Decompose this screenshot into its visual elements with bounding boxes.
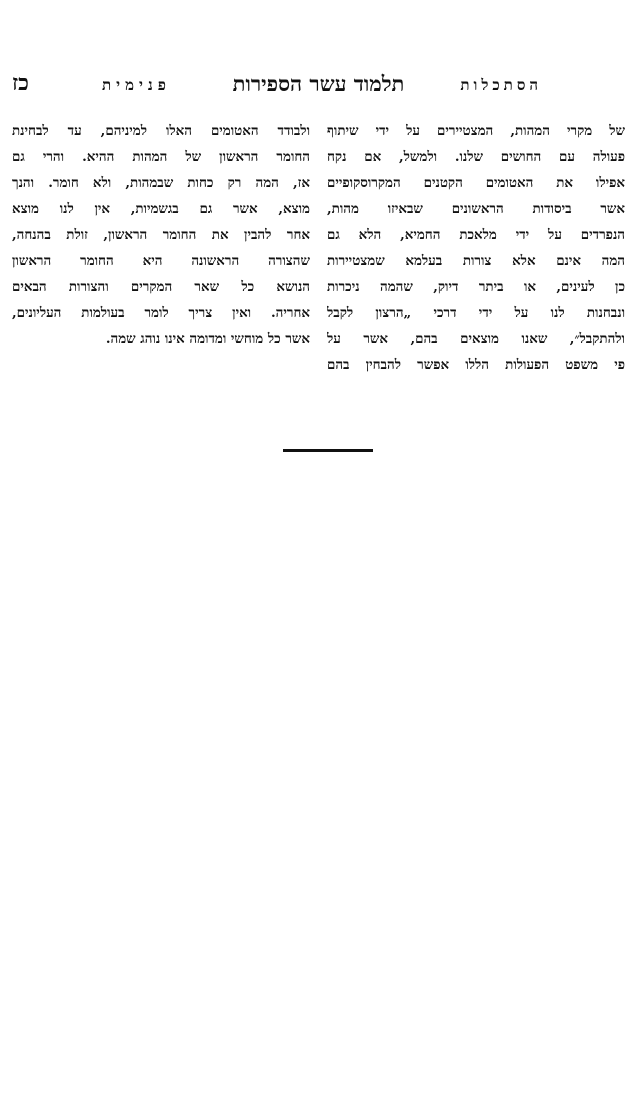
- text-line: אז, המה רק כחות שבמהות, ולא חומר. והנך: [12, 175, 310, 191]
- header-book-title: תלמוד עשר הספירות: [232, 71, 405, 96]
- text-line: פעולה עם החושים שלנו. ולמשל, אם נקח: [327, 149, 625, 165]
- text-columns: [12, 118, 625, 378]
- text-line: המה אינם אלא צורות בעלמא שמצטיירות: [327, 253, 625, 269]
- text-line: כן לעינים, או ביתר דיוק, שהמה ניכרות: [327, 279, 625, 295]
- text-line: מוצא, אשר גם בגשמיות, אין לנו מוצא: [12, 201, 310, 217]
- header-part-word: פנימית: [102, 76, 171, 94]
- text-line: אחריה. ואין צריך לומר בעולמות העליונים,: [12, 305, 310, 321]
- text-line: אשר כל מוחשי ומדומה אינו נוהג שמה.: [105, 331, 310, 347]
- text-line: ולבודד האטומים האלו למיניהם, עד לבחינת: [12, 123, 310, 139]
- text-line: הנושא כל שאר המקרים והצורות הבאים: [12, 279, 310, 295]
- text-line: שהצורה הראשונה היא החומר הראשון: [12, 253, 310, 269]
- text-line: אחר להבין את החומר הראשון, זולת בהנחה,: [12, 227, 310, 243]
- text-line: פי משפט הפעולות הללו אפשר להבחין בהם: [327, 357, 625, 373]
- left-text-column: [12, 118, 310, 352]
- text-line: של מקרי המהות, המצטיירים על ידי שיתוף: [327, 123, 625, 139]
- text-line: אשר ביסודות הראשונים שבאיזו מהות,: [327, 201, 625, 217]
- section-divider: [283, 449, 373, 452]
- text-line: הנפרדים על ידי מלאכת החמיא, הלא גם: [327, 227, 625, 243]
- page-header: [10, 70, 627, 102]
- text-line: החומר הראשון של המהות ההיא. והרי גם: [12, 149, 310, 165]
- page-number: כז: [12, 70, 29, 96]
- text-line: ונבחנות לנו על ידי דרכי „הרצון לקבל: [327, 305, 625, 321]
- header-section-word: הסתכלות: [460, 76, 542, 94]
- text-line: אפילו את האטומים הקטנים המקרוסקופיים: [327, 175, 625, 191]
- right-text-column: [327, 118, 625, 378]
- text-line: ולהתקבל״, שאנו מוצאים בהם, אשר על: [327, 331, 625, 347]
